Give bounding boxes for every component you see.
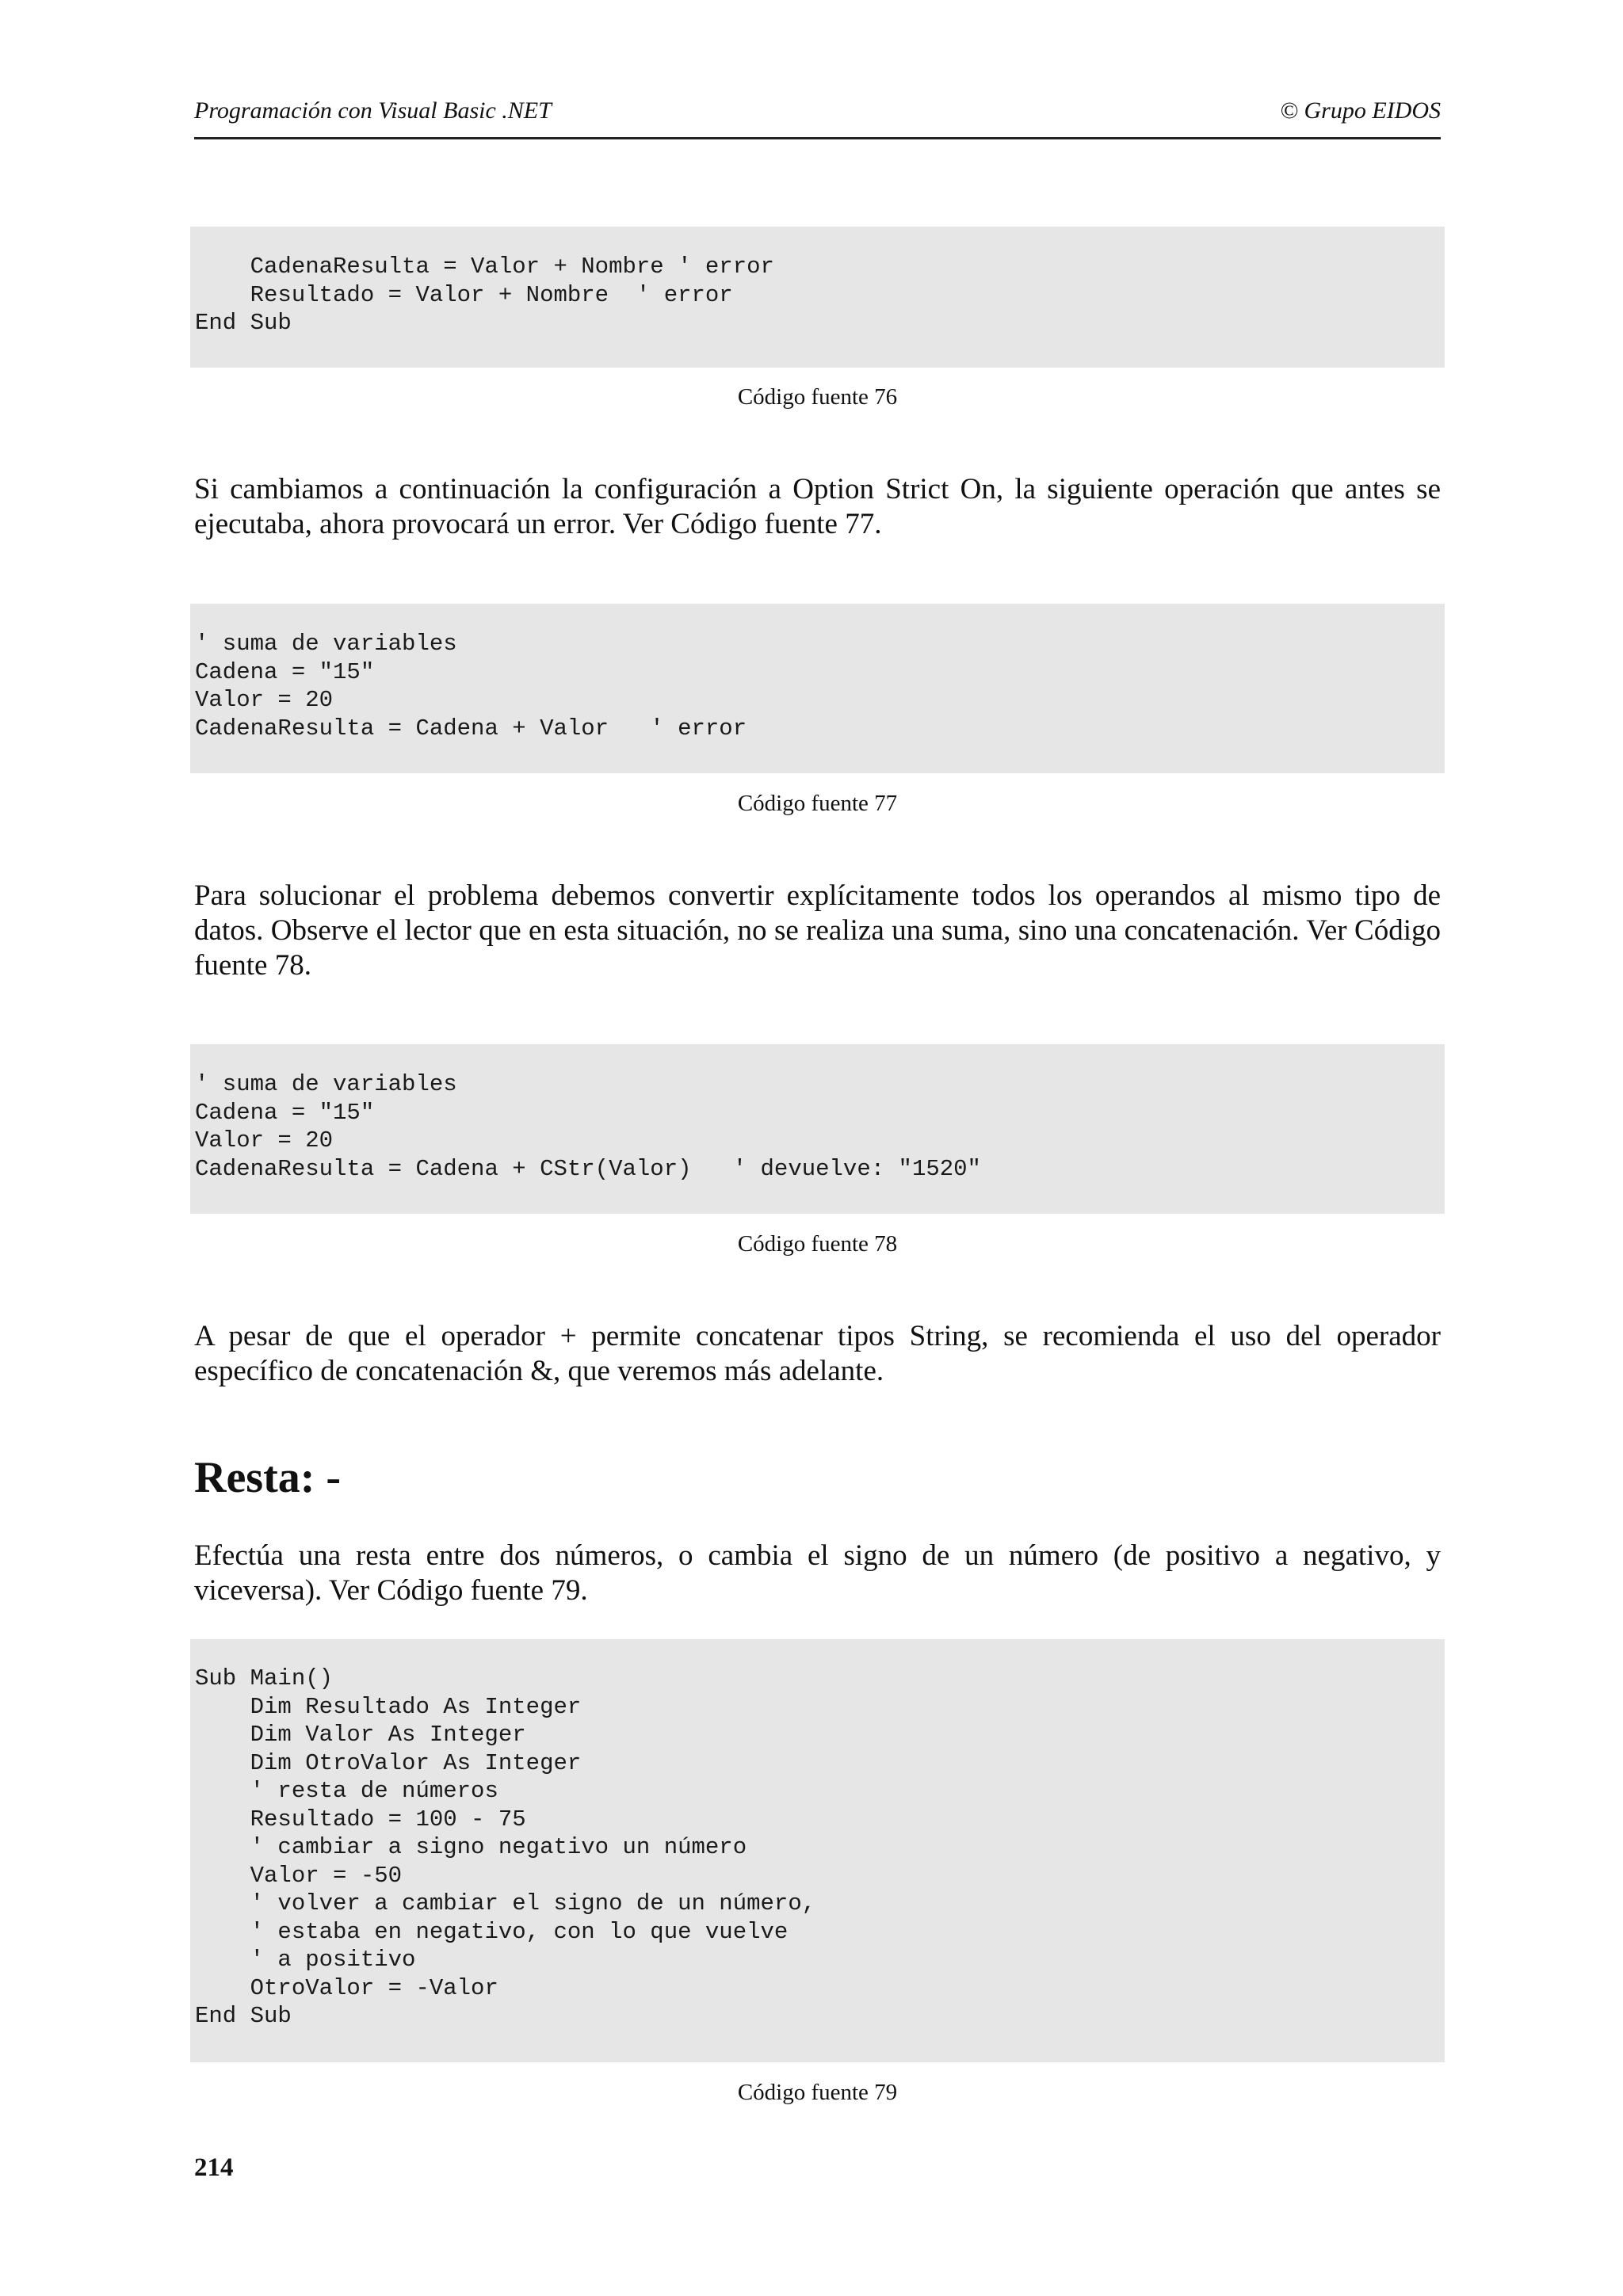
caption-79: Código fuente 79 [737,2080,898,2105]
paragraph-resta: Efectúa una resta entre dos números, o cambia el signo de un número (de positivo a negativo, y viceversa). Ver Código fuente 79. [194,1539,1441,1607]
paragraph-concatenation: A pesar de que el operador + permite concatenar tipos String, se recomienda el uso del operador específico de concatenación &, que veremos más adelante. [194,1320,1441,1387]
book-title: Programación con Visual Basic .NET [194,97,552,124]
caption-78: Código fuente 78 [737,1231,898,1257]
code-block-77: ' suma de variables Cadena = "15" Valor = 20 CadenaResulta = Cadena + Valor ' error [190,604,1445,773]
section-heading-resta: Resta: - [194,1453,342,1502]
page-header [194,95,1441,139]
code-block-76: CadenaResulta = Valor + Nombre ' error Resultado = Valor + Nombre ' error End Sub [190,227,1445,368]
code-block-78: ' suma de variables Cadena = "15" Valor = 20 CadenaResulta = Cadena + CStr(Valor) ' devuelve: "1520" [190,1044,1445,1214]
paragraph-conversion: Para solucionar el problema debemos convertir explícitamente todos los operandos al mismo tipo de datos. Observe el lector que en esta situación, no se realiza una suma, sino una concatenación. Ver Código fuente 78. [194,879,1441,982]
caption-77: Código fuente 77 [737,791,898,816]
publisher-label: © Grupo EIDOS [1280,97,1441,124]
page-number: 214 [194,2153,234,2182]
paragraph-strict-on: Si cambiamos a continuación la configuración a Option Strict On, la siguiente operación que antes se ejecutaba, ahora provocará un error. Ver Código fuente 77. [194,473,1441,540]
caption-76: Código fuente 76 [737,384,898,410]
code-block-79: Sub Main() Dim Resultado As Integer Dim Valor As Integer Dim OtroValor As Integer ' resta de números Resultado = 100 - 75 ' cambiar a signo negativo un número Valor = -50 ' volver a cambiar el signo de un número, ' estaba en negativo, con lo que vuelve ' a positivo OtroValor = -Valor End Sub [190,1639,1445,2062]
